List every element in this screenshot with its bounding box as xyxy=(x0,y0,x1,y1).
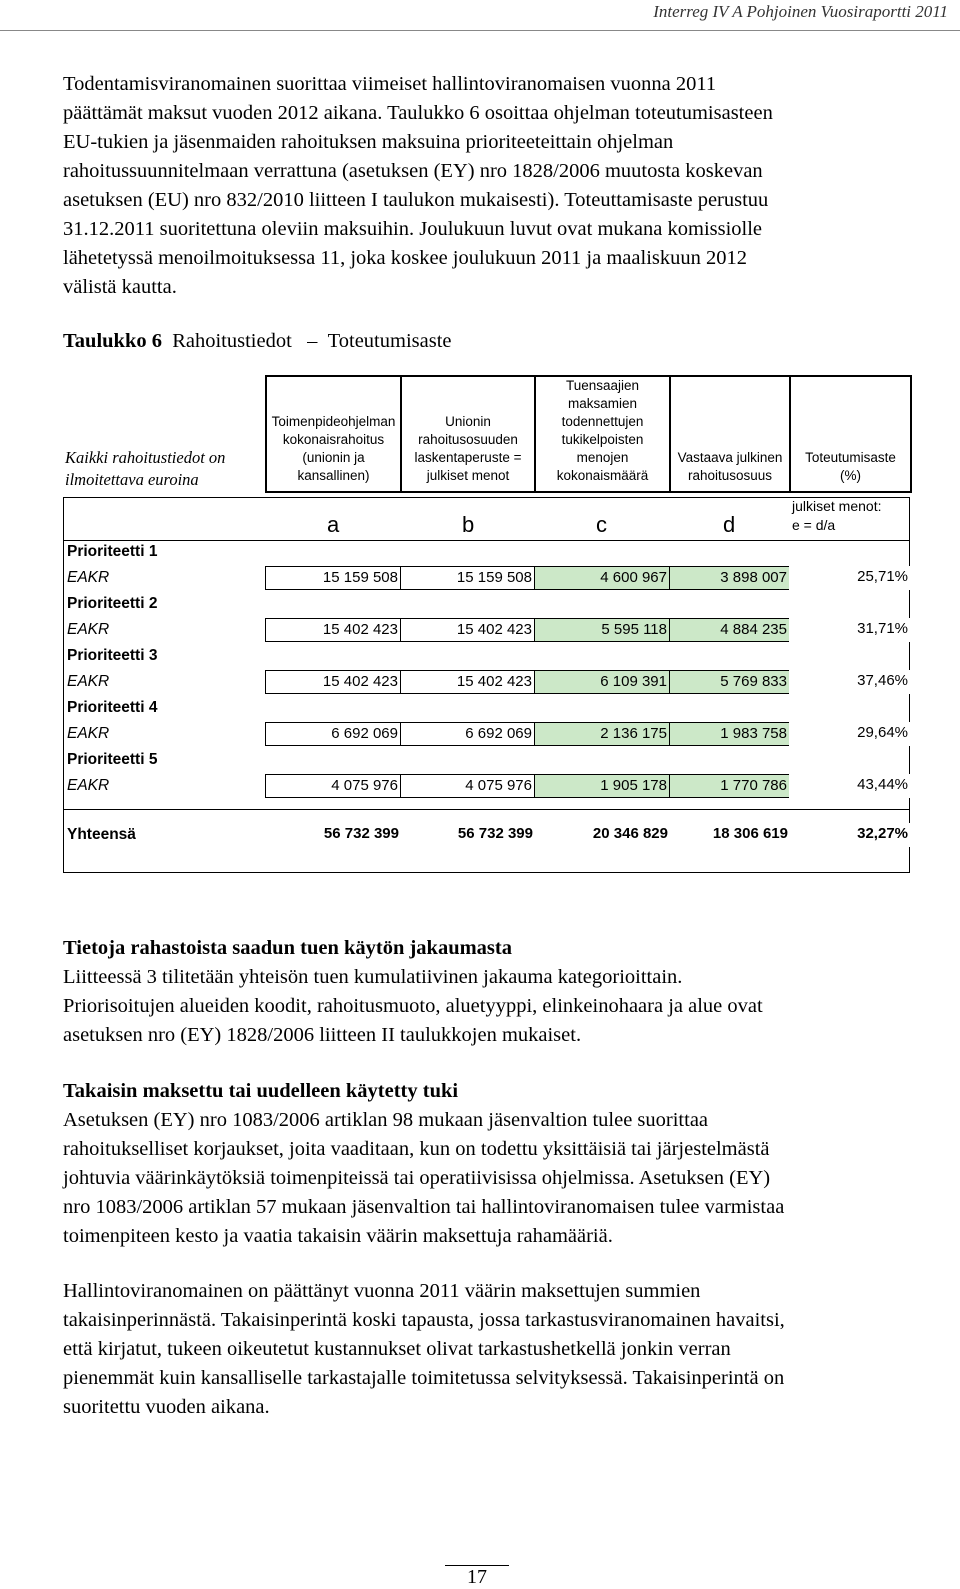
table-caption-label: Taulukko 6 xyxy=(63,330,162,352)
cell-a: 4 075 976 xyxy=(265,774,402,798)
column-letter-c: c xyxy=(596,512,607,537)
cell-d: 3 898 007 xyxy=(669,566,791,590)
text-line: nro 1083/2006 artiklan 57 mukaan jäsenvaltion tai hallintoviranomaisen tulee varmistaa xyxy=(63,1196,785,1218)
text-line: päättämät maksut vuoden 2012 aikana. Taulukko 6 osoittaa ohjelman toteutumisasteen xyxy=(63,102,773,124)
cell-b: 15 159 508 xyxy=(400,566,536,590)
cell-c: 6 109 391 xyxy=(534,670,671,694)
priority-label: Prioriteetti 5 xyxy=(67,751,158,768)
running-header: Interreg IV A Pohjoinen Vuosiraportti 2011 xyxy=(653,2,948,21)
fund-label: EAKR xyxy=(67,777,110,794)
table-caption xyxy=(63,327,452,356)
text-line: asetuksen (EU) nro 832/2010 liitteen I taulukon mukaisesti). Toteuttamisaste perustuu xyxy=(63,189,769,211)
cell-a: 6 692 069 xyxy=(265,722,402,746)
table-caption-title: Rahoitustiedot xyxy=(172,330,292,352)
cell-e: 29,64% xyxy=(789,722,911,746)
column-header-e: Toteutumisaste (%) xyxy=(789,375,912,493)
cell-d: 4 884 235 xyxy=(669,618,791,642)
table-rule xyxy=(64,540,909,541)
priority-label: Prioriteetti 4 xyxy=(67,699,158,716)
total-e: 32,27% xyxy=(789,823,911,847)
priority-label: Prioriteetti 1 xyxy=(67,543,158,560)
section-paragraph xyxy=(63,1106,948,1251)
section-heading: Takaisin maksettu tai uudelleen käytetty tuki xyxy=(63,1080,459,1102)
fund-label: EAKR xyxy=(67,621,110,638)
cell-e: 43,44% xyxy=(789,774,911,798)
total-c: 20 346 829 xyxy=(534,823,671,847)
text-line: rahoitukselliset korjaukset, joita vaaditaan, kun on todettu yksittäisiä tai järjestelmästä xyxy=(63,1138,770,1160)
text-line: että kirjatut, tukeen oikeutetut kustannukset olivat tarkastushetkellä jonkin verran xyxy=(63,1338,731,1360)
fund-label: EAKR xyxy=(67,725,110,742)
text-line: Todentamisviranomainen suorittaa viimeiset hallintoviranomaisen vuonna 2011 xyxy=(63,73,717,95)
text-line: Liitteessä 3 tilitetään yhteisön tuen kumulatiivinen jakauma kategorioittain. xyxy=(63,966,683,988)
fund-label: EAKR xyxy=(67,569,110,586)
header-divider xyxy=(0,30,960,31)
cell-c: 5 595 118 xyxy=(534,618,671,642)
table-corner-label: Kaikki rahoitustiedot on ilmoitettava euroina xyxy=(65,448,226,489)
page-number: 17 xyxy=(467,1566,487,1588)
column-letter-b: b xyxy=(462,512,475,537)
text-line: Hallintoviranomainen on päättänyt vuonna 2011 väärin maksettujen summien xyxy=(63,1280,701,1302)
text-line: EU-tukien ja jäsenmaiden rahoituksen maksuina prioriteeteittain ohjelman xyxy=(63,131,674,153)
formula-note xyxy=(792,497,910,535)
total-a: 56 732 399 xyxy=(265,823,402,847)
column-header-a: Toimenpideohjelman kokonaisrahoitus (unionin ja kansallinen) xyxy=(265,375,402,493)
column-header-c: Tuensaajien maksamien todennettujen tukikelpoisten menojen kokonaismäärä xyxy=(534,375,671,493)
total-label: Yhteensä xyxy=(67,826,136,843)
section-paragraph xyxy=(63,1277,948,1422)
cell-b: 4 075 976 xyxy=(400,774,536,798)
total-b: 56 732 399 xyxy=(400,823,536,847)
column-header-b: Unionin rahoitusosuuden laskentaperuste = julkiset menot xyxy=(400,375,536,493)
text-line: lähetetyssä menoilmoituksessa 11, joka koskee joulukuun 2011 ja maaliskuun 2012 xyxy=(63,247,747,269)
text-line: johtuvia väärinkäytöksiä toimenpiteissä tai operatiivisissa ohjelmissa. Asetuksen (EY) xyxy=(63,1167,771,1189)
cell-c: 2 136 175 xyxy=(534,722,671,746)
priority-label: Prioriteetti 3 xyxy=(67,647,158,664)
cell-a: 15 159 508 xyxy=(265,566,402,590)
text-line: takaisinperinnästä. Takaisinperintä koski tapausta, jossa tarkastusviranomainen havaitsi, xyxy=(63,1309,785,1331)
priority-label: Prioriteetti 2 xyxy=(67,595,158,612)
text-line: asetuksen nro (EY) 1828/2006 liitteen II taulukkojen mukaiset. xyxy=(63,1024,582,1046)
intro-paragraph xyxy=(63,70,948,302)
cell-b: 15 402 423 xyxy=(400,670,536,694)
table-rule xyxy=(64,809,909,810)
text-line: rahoitussuunnitelmaan verrattuna (asetuksen (EY) nro 1828/2006 muutosta koskevan xyxy=(63,160,763,182)
cell-b: 6 692 069 xyxy=(400,722,536,746)
table-caption-subtitle: Toteutumisaste xyxy=(327,330,452,352)
cell-e: 37,46% xyxy=(789,670,911,694)
cell-c: 4 600 967 xyxy=(534,566,671,590)
cell-c: 1 905 178 xyxy=(534,774,671,798)
text-line: toimenpiteen kesto ja vaatia takaisin väärin maksettuja rahamääriä. xyxy=(63,1225,613,1247)
formula-line: e = d/a xyxy=(792,517,836,533)
cell-b: 15 402 423 xyxy=(400,618,536,642)
text-line: suoritettu vuoden aikana. xyxy=(63,1396,270,1418)
section-paragraph xyxy=(63,963,948,1050)
column-header-d: Vastaava julkinen rahoitusosuus xyxy=(669,375,791,493)
cell-a: 15 402 423 xyxy=(265,618,402,642)
column-letter-a: a xyxy=(327,512,340,537)
table-caption-dash: – xyxy=(307,330,318,352)
cell-e: 25,71% xyxy=(789,566,911,590)
fund-label: EAKR xyxy=(67,673,110,690)
formula-line: julkiset menot: xyxy=(792,498,882,514)
text-line: välistä kautta. xyxy=(63,276,177,298)
cell-d: 1 983 758 xyxy=(669,722,791,746)
text-line: 31.12.2011 suoritettuna oleviin maksuihin. Joulukuun luvut ovat mukana komissiolle xyxy=(63,218,763,240)
text-line: Asetuksen (EY) nro 1083/2006 artiklan 98 mukaan jäsenvaltion tulee suorittaa xyxy=(63,1109,709,1131)
cell-d: 5 769 833 xyxy=(669,670,791,694)
section-heading: Tietoja rahastoista saadun tuen käytön jakaumasta xyxy=(63,937,512,959)
text-line: Priorisoitujen alueiden koodit, rahoitusmuoto, aluetyyppi, elinkeinohaara ja alue ovat xyxy=(63,995,763,1017)
text-line: pienemmät kuin kansalliselle tarkastajalle toimitetussa selvityksessä. Takaisinperintä on xyxy=(63,1367,785,1389)
cell-d: 1 770 786 xyxy=(669,774,791,798)
cell-a: 15 402 423 xyxy=(265,670,402,694)
total-d: 18 306 619 xyxy=(669,823,791,847)
cell-e: 31,71% xyxy=(789,618,911,642)
column-letter-d: d xyxy=(723,512,736,537)
